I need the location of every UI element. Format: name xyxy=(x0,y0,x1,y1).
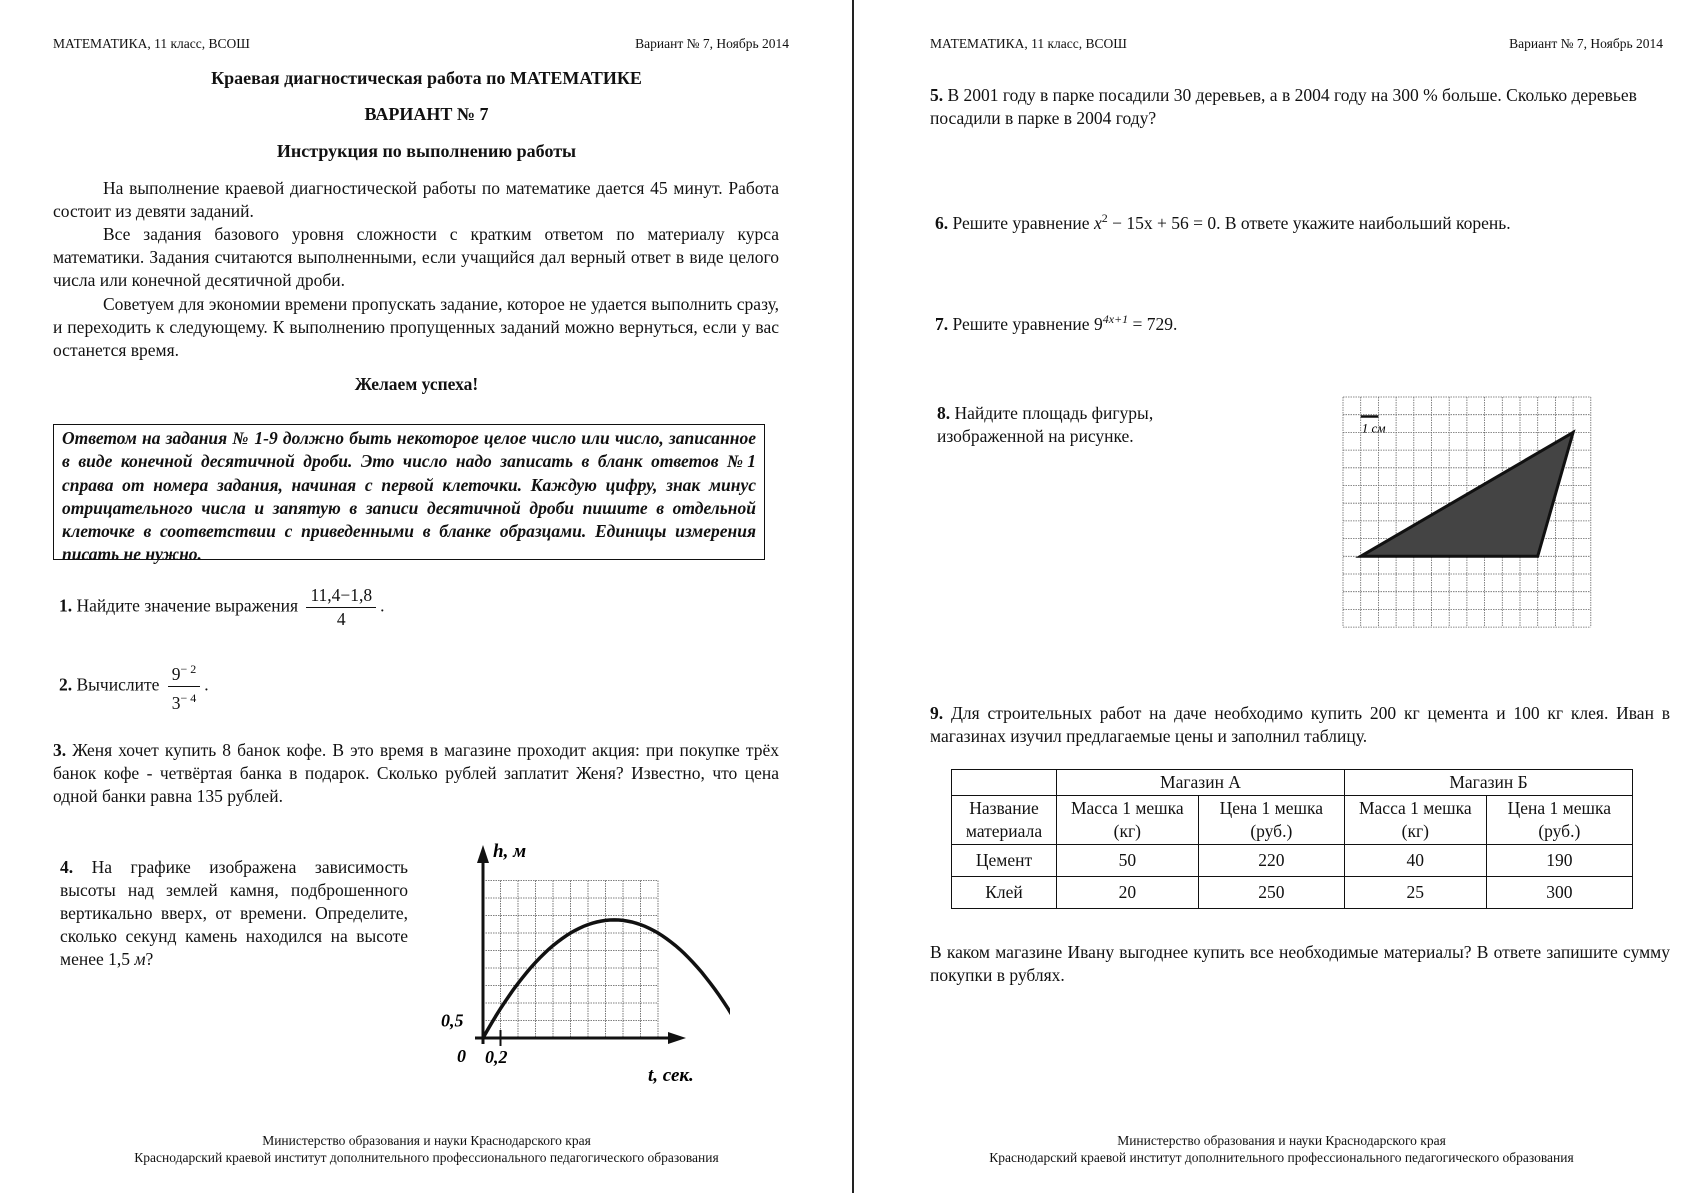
instructions-para-2: Все задания базового уровня сложности с кратким ответом по материалу курса математики. Задания считаются выполненными, если учащийся дал верный ответ в виде целого числа или конечной десятичной дроби. xyxy=(53,224,779,290)
row-b-mass: 40 xyxy=(1344,845,1486,877)
task-6-after: . В ответе укажите наибольший корень. xyxy=(1216,212,1511,233)
task-5 xyxy=(930,84,1670,130)
task-1-end: . xyxy=(380,595,385,616)
task-1-numerator: 11,4−1,8 xyxy=(306,584,376,608)
task-4 xyxy=(60,856,408,971)
task-2-end: . xyxy=(204,674,209,695)
instructions-para-3: Советуем для экономии времени пропускать задание, которое не удается выполнить сразу, и переходить к следующему. К выполнению пропущенных заданий можно вернуться, если у вас останется время. xyxy=(53,294,779,360)
task-7-exp: 4x+1 xyxy=(1102,312,1129,326)
task-6-text: Решите уравнение xyxy=(952,212,1090,233)
task-7-base: 9 xyxy=(1093,313,1103,334)
answer-rules-box: Ответом на задания № 1-9 должно быть некоторое целое число или число, записанное в виде конечной десятичной дроби. Это число надо записать в бланк ответов №1 справа от номера задания, начиная с первой клеточки. Каждую цифру, знак минус отрицательного числа и запятую в записи десятичной дроби пишите в отдельной клеточке в соответствии с приведенными в бланке образцами. Единицы измерения писать не нужно. xyxy=(53,424,765,560)
task-4-number: 4. xyxy=(60,857,74,877)
task-4-end: ? xyxy=(145,949,154,969)
col-name-header: Название материала xyxy=(952,796,1057,845)
task-9-question: В каком магазине Ивану выгоднее купить все необходимые материалы? В ответе запишите сумму покупки в рублях. xyxy=(930,942,1670,985)
footer-line-2: Краснодарский краевой институт дополнительного профессионального педагогического образования xyxy=(134,1150,719,1165)
task-5-number: 5. xyxy=(930,85,944,105)
page-right xyxy=(855,0,1708,1193)
task-1 xyxy=(59,584,385,631)
col-price-a-header: Цена 1 мешка (руб.) xyxy=(1198,796,1344,845)
task-8-text: Найдите площадь фигуры, изображенной на рисунке. xyxy=(937,403,1154,446)
task-8 xyxy=(937,402,1217,448)
task-2-fraction xyxy=(168,658,201,715)
task-1-text: Найдите значение выражения xyxy=(76,595,299,616)
header-left: МАТЕМАТИКА, 11 класс, ВСОШ xyxy=(53,36,250,51)
wish-text: Желаем успеха! xyxy=(354,374,479,394)
footer-line-1: Министерство образования и науки Краснодарского края xyxy=(262,1133,591,1148)
instructions-para-1: На выполнение краевой диагностической работы по математике дается 45 минут. Работа состоит из девяти заданий. xyxy=(53,178,779,221)
task-2-den-exp: − 4 xyxy=(180,690,197,705)
scale-label: 1 см xyxy=(1361,420,1386,436)
triangle-grid-figure xyxy=(1338,395,1598,640)
task-1-denominator: 4 xyxy=(336,609,346,629)
footer xyxy=(855,1132,1708,1166)
row-b-price: 190 xyxy=(1486,845,1632,877)
instructions-title: Инструкция по выполнению работы xyxy=(276,141,577,161)
task-7-rhs: = 729 xyxy=(1128,313,1173,334)
y-axis-label: h, м xyxy=(493,841,527,862)
task-6-number: 6. xyxy=(935,212,949,233)
task-3 xyxy=(53,739,779,808)
row-name: Клей xyxy=(952,877,1057,909)
task-3-number: 3. xyxy=(53,740,67,760)
footer xyxy=(0,1132,853,1166)
row-a-mass: 20 xyxy=(1057,877,1199,909)
row-a-price: 250 xyxy=(1198,877,1344,909)
task-7-text: Решите уравнение xyxy=(952,313,1090,334)
variant-title: ВАРИАНТ № 7 xyxy=(364,104,489,124)
task-7-end: . xyxy=(1173,313,1178,334)
task-9 xyxy=(930,702,1670,748)
task-4-unit: м xyxy=(134,949,146,969)
table-row xyxy=(952,845,1633,877)
row-name: Цемент xyxy=(952,845,1057,877)
height-time-chart xyxy=(430,835,730,1085)
task-2-num-exp: − 2 xyxy=(180,662,197,676)
x-axis-label: t, сек. xyxy=(648,1065,694,1085)
y-axis-arrow xyxy=(477,845,489,863)
task-2 xyxy=(59,658,209,715)
shop-a-header: Магазин А xyxy=(1057,770,1345,796)
task-6-eq-var: x xyxy=(1093,212,1102,233)
task-6-eq-exp: 2 xyxy=(1101,211,1108,225)
header-left: МАТЕМАТИКА, 11 класс, ВСОШ xyxy=(930,36,1127,51)
col-price-b-header: Цена 1 мешка (руб.) xyxy=(1486,796,1632,845)
task-2-number: 2. xyxy=(59,674,73,695)
task-1-fraction xyxy=(306,584,376,631)
task-2-den-base: 3 xyxy=(171,692,181,713)
x-tick-label: 0 xyxy=(457,1046,466,1066)
task-2-num-base: 9 xyxy=(171,663,181,684)
page-left xyxy=(0,0,853,1193)
page-divider xyxy=(852,0,854,1193)
table-row xyxy=(952,877,1633,909)
row-a-price: 220 xyxy=(1198,845,1344,877)
task-7 xyxy=(935,308,1177,336)
row-a-mass: 50 xyxy=(1057,845,1199,877)
task-1-number: 1. xyxy=(59,595,73,616)
y-tick-label: 0,5 xyxy=(441,1010,464,1031)
task-4-text: На графике изображена зависимость высоты над землей камня, подброшенного вертикально вверх, от времени. Определите, сколько секунд камень находился на высоте менее 1,5 xyxy=(60,857,409,969)
header-right: Вариант № 7, Ноябрь 2014 xyxy=(635,36,789,51)
task-2-text: Вычислите xyxy=(76,674,160,695)
task-7-number: 7. xyxy=(935,313,949,334)
task-8-number: 8. xyxy=(937,403,951,423)
table-row xyxy=(952,796,1633,845)
footer-line-1: Министерство образования и науки Краснодарского края xyxy=(1117,1133,1446,1148)
task-9-number: 9. xyxy=(930,703,944,723)
task-5-text: В 2001 году в парке посадили 30 деревьев, а в 2004 году на 300 % больше. Сколько деревьев посадили в парке в 2004 году? xyxy=(930,85,1637,128)
header-right: Вариант № 7, Ноябрь 2014 xyxy=(1509,36,1663,51)
page-title: Краевая диагностическая работа по МАТЕМАТИКЕ xyxy=(211,68,642,88)
task-6-eq-rest: − 15x + 56 = 0 xyxy=(1107,212,1217,233)
prices-table xyxy=(951,769,1633,909)
task-6 xyxy=(935,207,1511,235)
task-3-text: Женя хочет купить 8 банок кофе. В это время в магазине проходит акция: при покупке трёх банок кофе - четвёртая банка в подарок. Сколько рублей заплатит Женя? Известно, что цена одной банки равна 135 рублей. xyxy=(53,740,779,806)
table-row xyxy=(952,770,1633,796)
row-b-price: 300 xyxy=(1486,877,1632,909)
col-mass-b-header: Масса 1 мешка (кг) xyxy=(1344,796,1486,845)
col-mass-a-header: Масса 1 мешка (кг) xyxy=(1057,796,1199,845)
row-b-mass: 25 xyxy=(1344,877,1486,909)
footer-line-2: Краснодарский краевой институт дополнительного профессионального педагогического образования xyxy=(989,1150,1574,1165)
shop-b-header: Магазин Б xyxy=(1344,770,1632,796)
task-9-text: Для строительных работ на даче необходимо купить 200 кг цемента и 100 кг клея. Иван в магазинах изучил предлагаемые цены и заполнил таблицу. xyxy=(930,703,1671,746)
x-tick-label: 0,2 xyxy=(485,1047,508,1067)
x-axis-arrow xyxy=(668,1032,686,1044)
